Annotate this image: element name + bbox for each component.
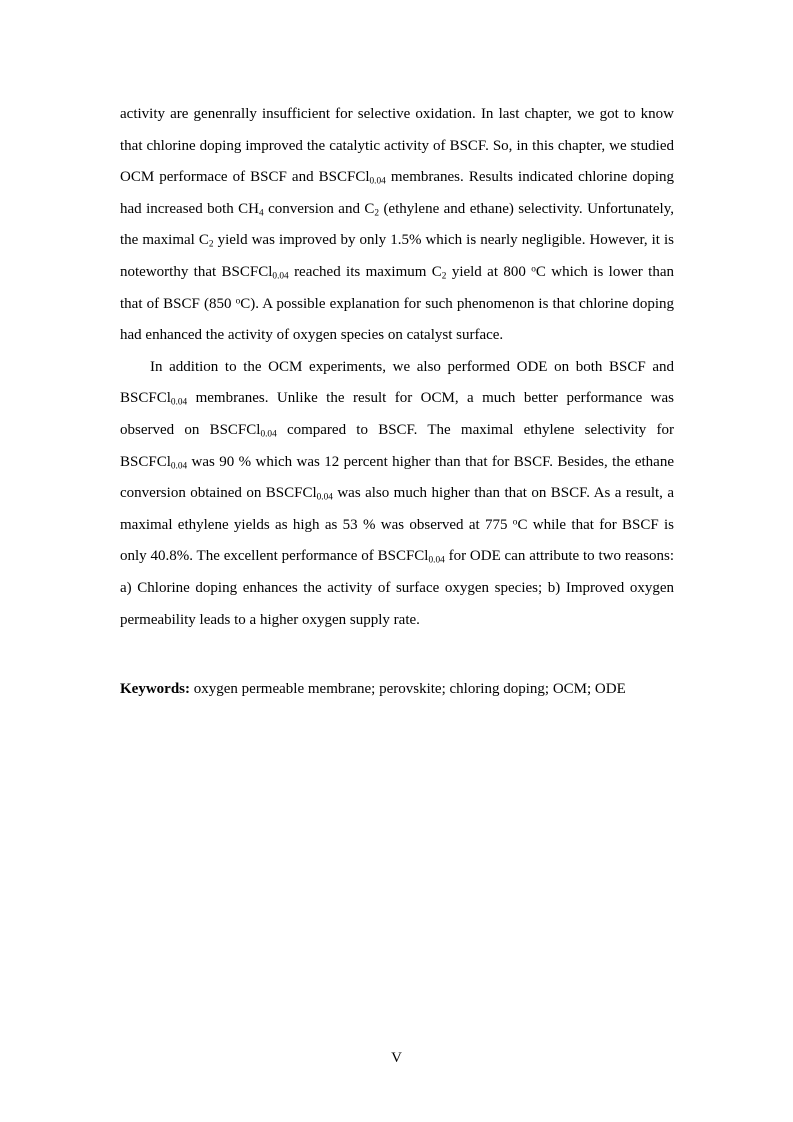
text-run: for ODE can attribute to two reasons: a) Chlorine doping enhances the activity of surface oxygen species; b) Improved oxygen permeability leads to a higher oxygen supply rate. <box>120 548 674 628</box>
subscript: 0.04 <box>272 271 289 282</box>
page-number: V <box>391 1050 402 1066</box>
abstract-body <box>120 99 674 636</box>
text-run: membranes. Unlike the result for OCM, a much better performance was observed on BSCFCl <box>120 390 674 438</box>
text-run: yield at 800 <box>446 263 532 280</box>
text-run: yield was improved by only 1.5% which is nearly negligible. However, it is noteworthy that BSCFCl <box>120 232 675 280</box>
keywords-label: Keywords: <box>120 681 190 697</box>
text-run: C which is lower than that of BSCF (850 <box>120 263 674 312</box>
paragraph-ode <box>120 352 674 636</box>
subscript: 2 <box>374 208 380 219</box>
text-run: compared to BSCF. The maximal ethylene selectivity for BSCFCl <box>120 421 674 470</box>
text-run: membranes. Results indicated chlorine doping had increased both CH <box>120 169 674 217</box>
text-run: was also much higher than that on BSCF. As a result, a maximal ethylene yields as high as 53 % was observed at 775 <box>120 485 674 533</box>
paragraph-ocm <box>120 99 674 352</box>
keywords-line <box>120 677 720 701</box>
subscript: 0.04 <box>428 555 445 566</box>
text-run: conversion and C <box>263 200 375 217</box>
subscript: 4 <box>259 208 264 219</box>
subscript: 0.04 <box>369 176 386 187</box>
subscript: 0.04 <box>170 461 188 472</box>
superscript: o <box>512 517 518 528</box>
text-run: C while that for BSCF is only 40.8%. The excellent performance of BSCFCl <box>120 516 675 565</box>
text-run: activity are genenrally insufficient for selective oxidation. In last chapter, we got to know that chlorine doping improved the catalytic activity of BSCF. So, in this chapter, we studied OCM performace of BSCF and BSCFCl <box>120 106 674 186</box>
superscript: o <box>531 264 536 275</box>
subscript: 2 <box>441 271 447 282</box>
text-run: C). A possible explanation for such phenomenon is that chlorine doping had enhanced the activity of oxygen species on catalyst surface. <box>120 295 674 344</box>
subscript: 0.04 <box>260 429 277 440</box>
text-run: In addition to the OCM experiments, we also performed ODE on both BSCF and BSCFCl <box>120 358 674 407</box>
keywords-text: oxygen permeable membrane; perovskite; chloring doping; OCM; ODE <box>190 681 626 697</box>
subscript: 0.04 <box>316 492 333 503</box>
text-run: reached its maximum C <box>288 263 442 280</box>
text-run: was 90 % which was 12 percent higher than that for BSCF. Besides, the ethane conversion obtained on BSCFCl <box>120 453 674 502</box>
subscript: 0.04 <box>170 397 188 408</box>
superscript: o <box>235 295 241 306</box>
subscript: 2 <box>208 239 214 250</box>
text-run: (ethylene and ethane) selectivity. Unfortunately, the maximal C <box>120 200 674 249</box>
